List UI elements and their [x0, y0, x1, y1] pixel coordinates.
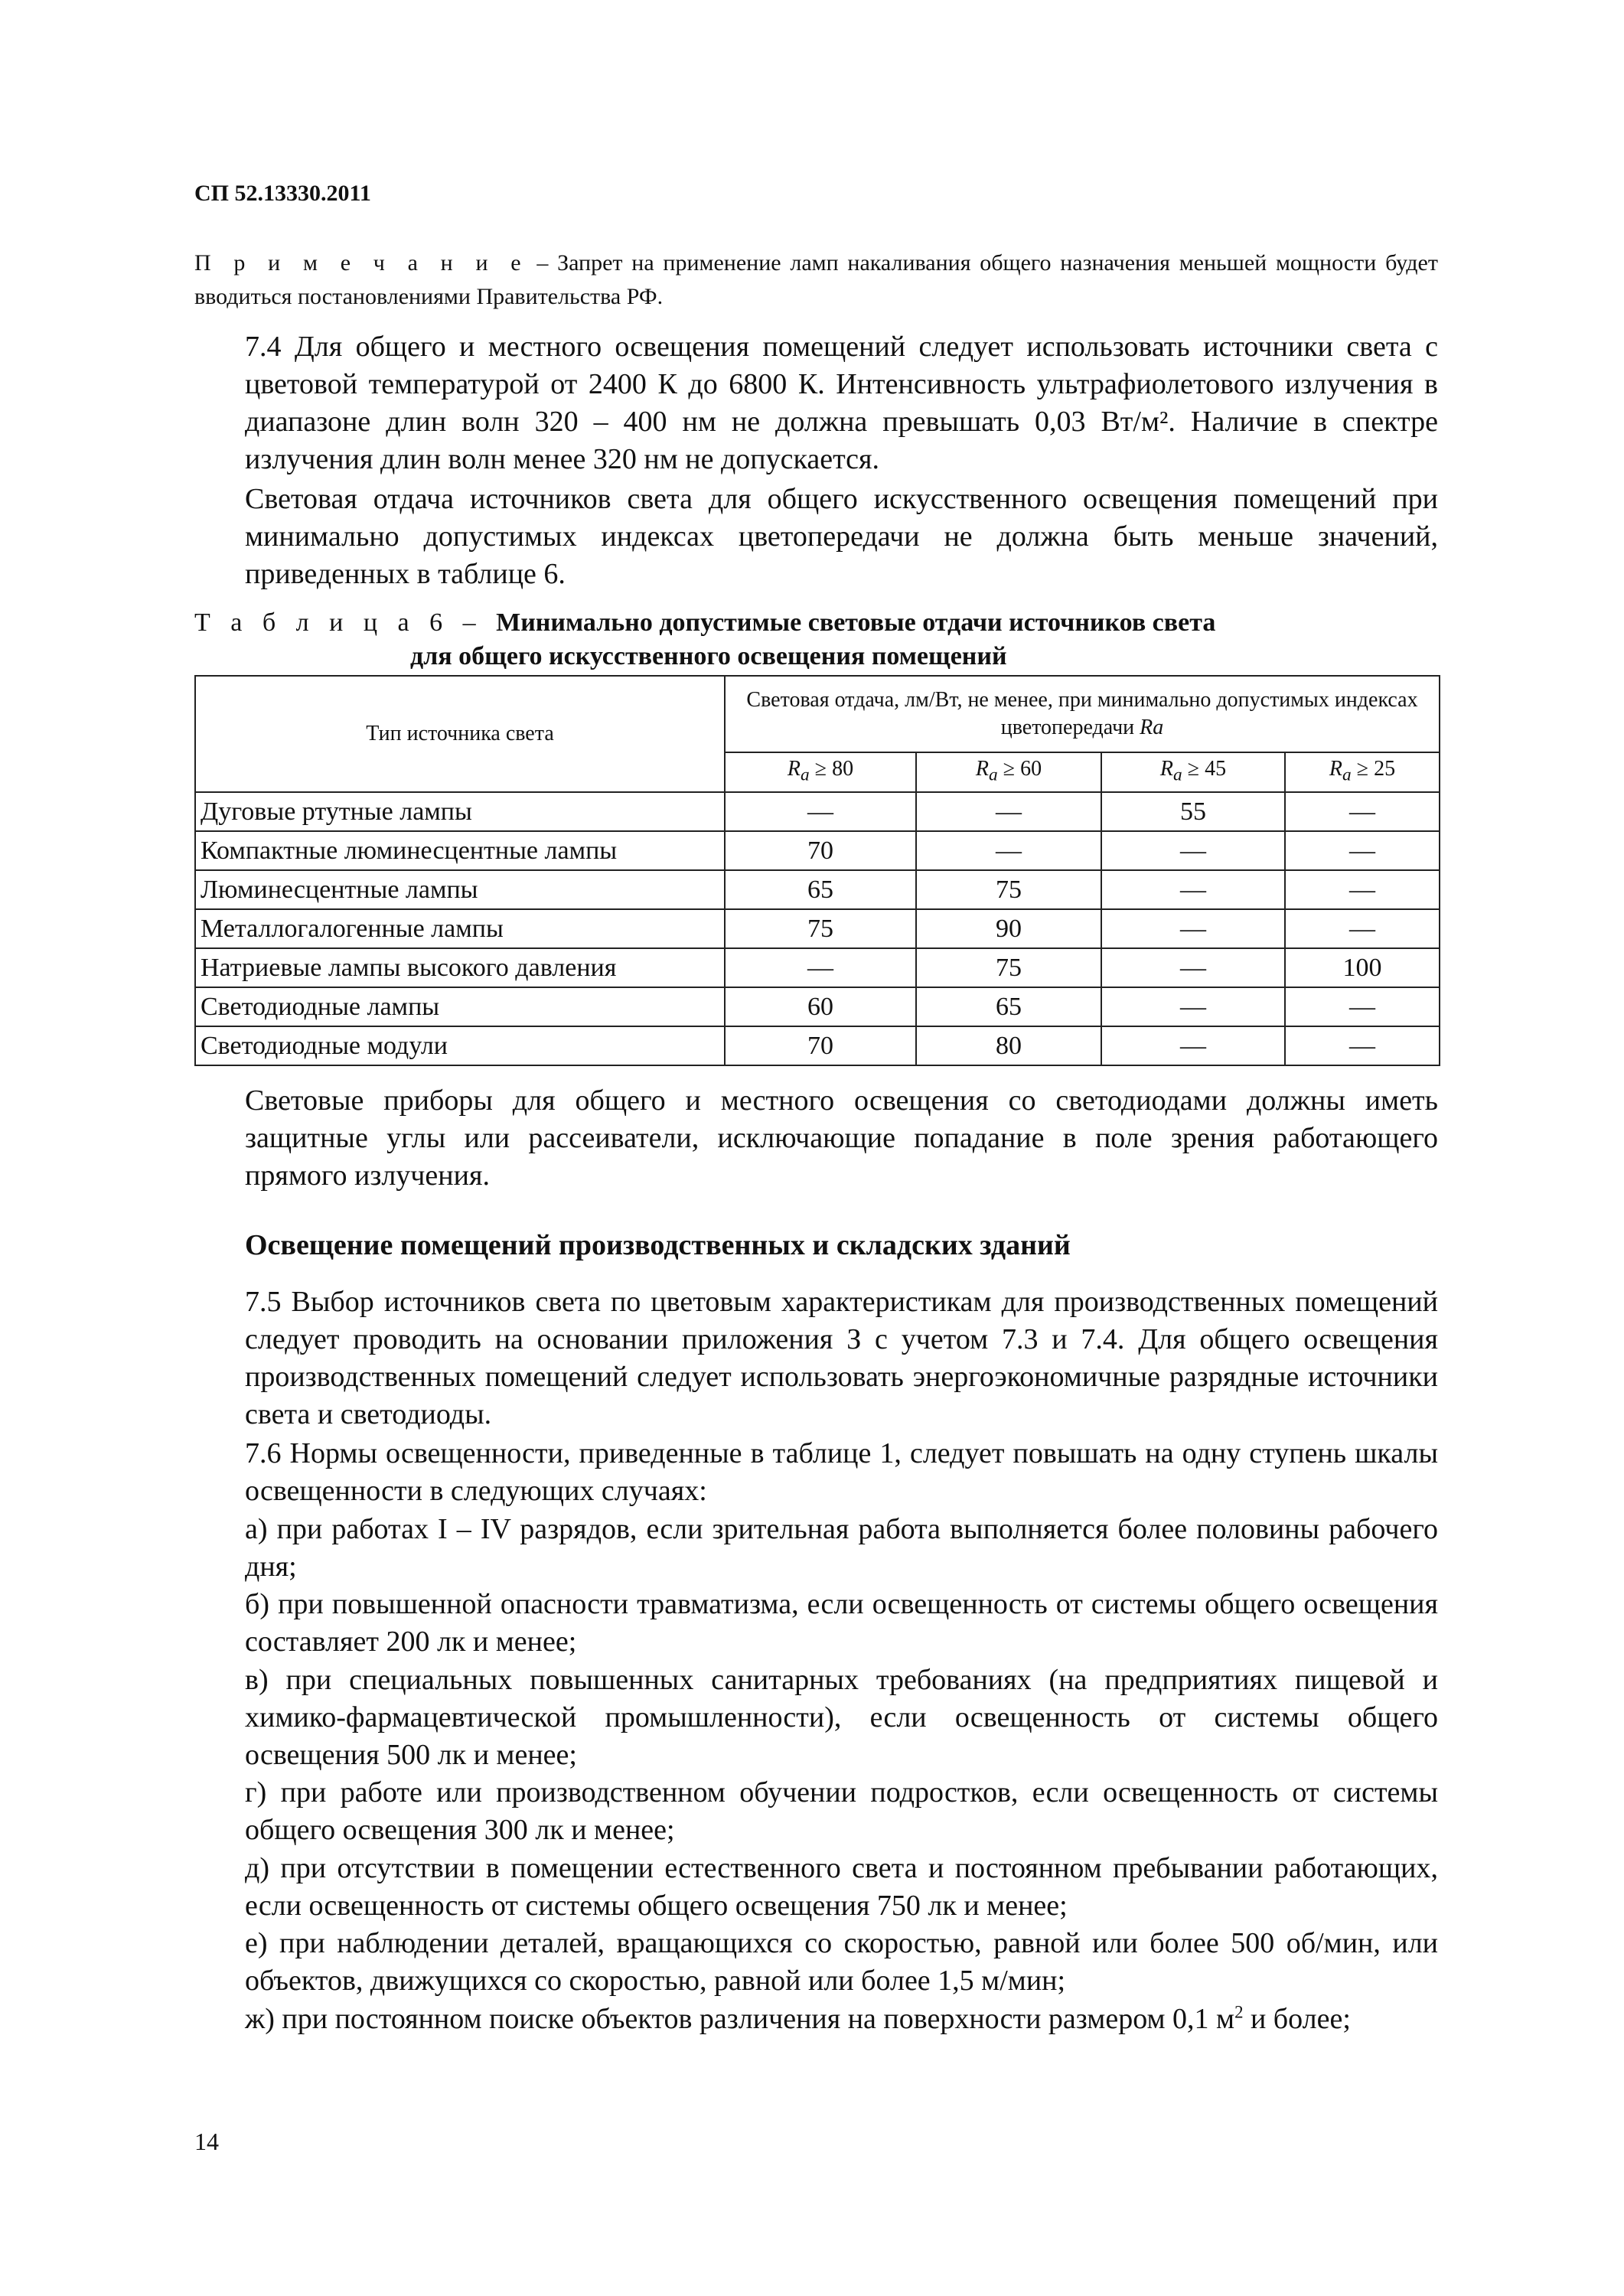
table-caption-line2: для общего искусственного освещения помещений — [410, 642, 1007, 670]
list-item-d: д) при отсутствии в помещении естественного света и постоянном пребывании работающих, если освещенность от системы общего освещения 750 лк и менее; — [245, 1852, 1438, 1922]
luminous-efficacy-table — [194, 675, 1440, 1066]
table-row: Люминесцентные лампы 65 75 — — — [195, 870, 1440, 909]
note-text: – Запрет на применение ламп накаливания общего назначения меньшей мощности будет вводиться постановлениями Правительства РФ. — [194, 250, 1438, 309]
list-item-e: е) при наблюдении деталей, вращающихся со скоростью, равной или более 500 об/мин, или объектов, движущихся со скоростью, равной или более 1,5 м/мин; — [245, 1927, 1438, 1997]
subheader-ra60: $R_a \ge 60$ — [916, 752, 1101, 792]
list-item-v: в) при специальных повышенных санитарных требованиях (на предприятиях пищевой и химико-фармацевтической промышленности), если освещенность от системы общего освещения 500 лк и менее; — [245, 1664, 1438, 1771]
table-row: Металлогалогенные лампы 75 90 — — — [195, 909, 1440, 948]
paragraph-led: Световые приборы для общего и местного освещения со светодиодами должны иметь защитные углы или рассеиватели, исключающие попадание в поле зрения работающего прямого излучения. — [245, 1084, 1438, 1192]
table-row: Дуговые ртутные лампы — — 55 — — [195, 792, 1440, 831]
subheader-ra25: $R_a \ge 25$ — [1285, 752, 1440, 792]
table-caption — [194, 608, 1215, 638]
subheader-ra80: $R_a \ge 80$ — [725, 752, 916, 792]
note-label: П р и м е ч а н и е — [194, 250, 528, 276]
list-item-a: а) при работах I – IV разрядов, если зрительная работа выполняется более половины рабочего дня; — [245, 1513, 1438, 1583]
list-item-g: г) при работе или производственном обучении подростков, если освещенность от системы общего освещения 300 лк и менее; — [245, 1776, 1438, 1846]
table-caption-title: Минимально допустимые световые отдачи источников света — [496, 608, 1216, 637]
table-row: Компактные люминесцентные лампы 70 — — — — [195, 831, 1440, 870]
document-code: СП 52.13330.2011 — [194, 181, 371, 206]
paragraph-7-4: 7.4 Для общего и местного освещения помещений следует использовать источники света с цветовой температурой от 2400 К до 6800 К. Интенсивность ультрафиолетового излучения в диапазоне длин волн 320 – 400 нм не должна превышать 0,03 Вт/м². Наличие в спектре излучения длин волн менее 320 нм не допускается. — [245, 331, 1438, 475]
section-heading: Освещение помещений производственных и складских зданий — [245, 1229, 1071, 1261]
column-header-group: Световая отдача, лм/Вт, не менее, при минимально допустимых индексах цветопередачи Ra — [725, 676, 1440, 752]
paragraph-7-6: 7.6 Нормы освещенности, приведенные в таблице 1, следует повышать на одну ступень шкалы освещенности в следующих случаях: — [245, 1437, 1438, 1507]
list-item-b: б) при повышенной опасности травматизма, если освещенность от системы общего освещения составляет 200 лк и менее; — [245, 1588, 1438, 1658]
column-header-source-type: Тип источника света — [195, 676, 725, 792]
paragraph-efficacy: Световая отдача источников света для общего искусственного освещения помещений при минимально допустимых индексах цветопередачи не должна быть меньше значений, приведенных в таблице 6. — [245, 483, 1438, 590]
table-row: Натриевые лампы высокого давления — 75 — 100 — [195, 948, 1440, 987]
table-caption-label: Т а б л и ц а 6 – — [194, 608, 497, 637]
table-row: Светодиодные модули 70 80 — — — [195, 1026, 1440, 1065]
list-item-zh: ж) при постоянном поиске объектов различения на поверхности размером 0,1 $м^2$ и более; — [245, 2002, 1351, 2035]
paragraph-7-5: 7.5 Выбор источников света по цветовым характеристикам для производственных помещений следует проводить на основании приложения З с учетом 7.3 и 7.4. Для общего освещения производственных помещений следует использовать энергоэкономичные разрядные источники света и светодиоды. — [245, 1286, 1438, 1430]
note — [194, 246, 1438, 314]
page-number: 14 — [194, 2128, 219, 2155]
table-row: Светодиодные лампы 60 65 — — — [195, 987, 1440, 1026]
subheader-ra45: $R_a \ge 45$ — [1101, 752, 1285, 792]
